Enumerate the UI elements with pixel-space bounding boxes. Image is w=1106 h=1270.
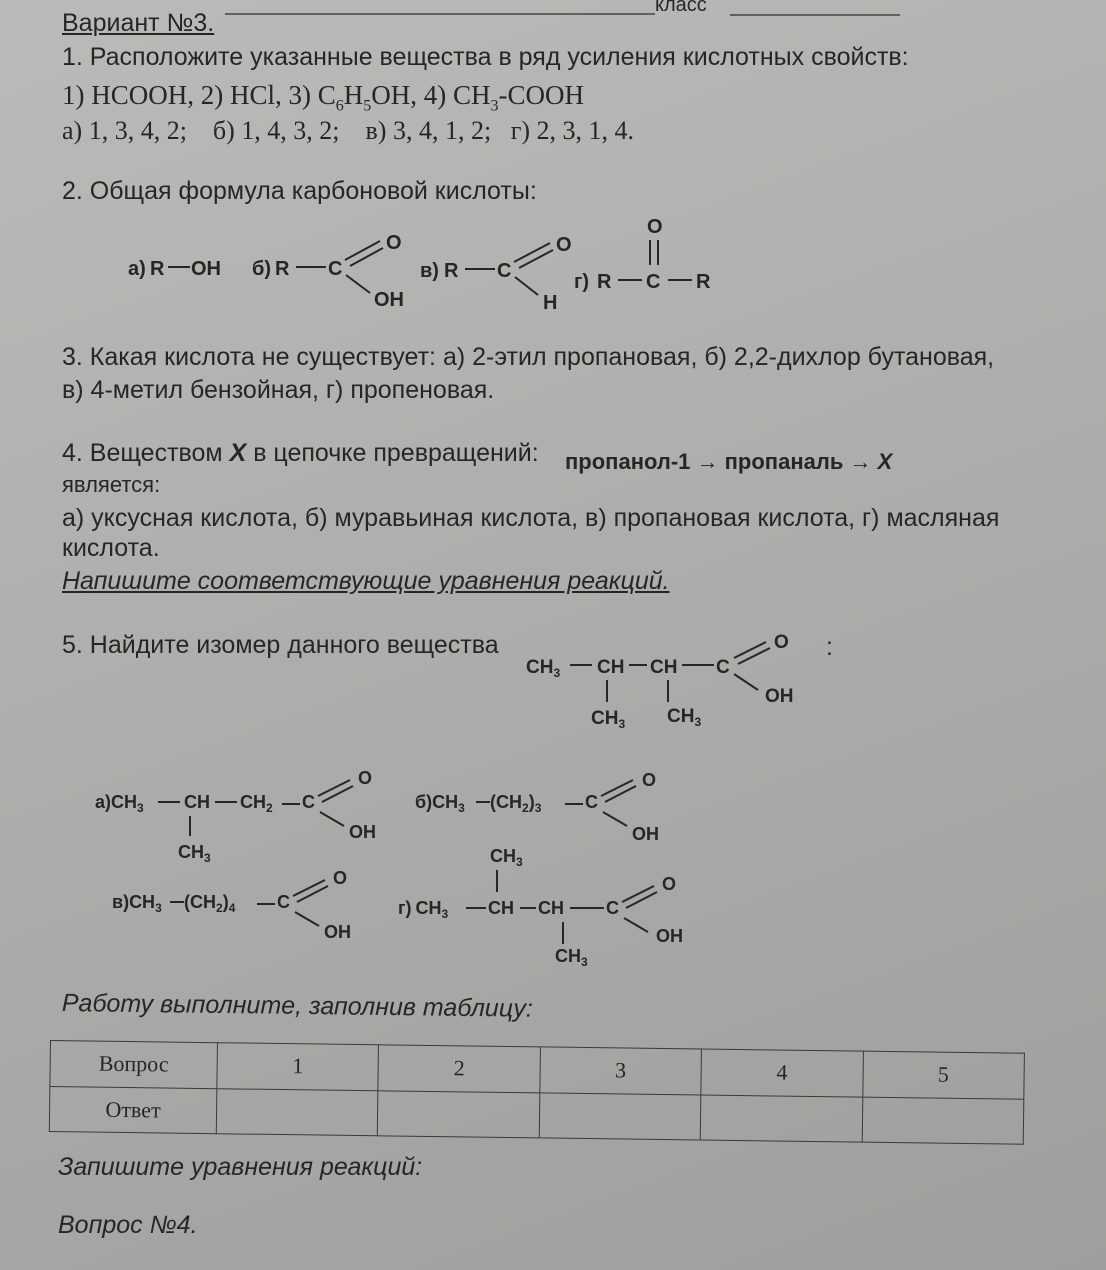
svg-text:CH: CH: [184, 792, 210, 812]
formula-b-oh: OH: [374, 289, 404, 311]
svg-text:CH3: $CH_3$: [555, 946, 588, 969]
svg-text:OH: OH: [349, 822, 376, 842]
q2-formulas: [0, 205, 760, 320]
q5-text: 5. Найдите изомер данного вещества: [62, 631, 499, 659]
svg-text:OH: OH: [324, 922, 351, 942]
answer-table: [49, 1040, 1025, 1145]
svg-text:O: O: [774, 632, 789, 653]
formula-g-r2: R: [696, 271, 711, 293]
q5-given-structure: [510, 620, 820, 735]
formula-a-label: а): [128, 258, 146, 280]
q5-options: [0, 760, 760, 975]
q4-text: 4. Веществом X в цепочке превращений:: [62, 439, 539, 467]
answer-cell-3[interactable]: [539, 1092, 701, 1140]
svg-text:CH: CH: [488, 898, 514, 918]
q4-instruction: Напишите соответствующие уравнения реакций.: [62, 567, 670, 595]
q1-substances: 1) HCOOH, 2) HCl, 3) $C_6H_5OH$, 4) $CH_3$-COOH: [62, 80, 584, 115]
table-header-cell: 4: [701, 1049, 863, 1097]
variant-title: Вариант №3.: [62, 9, 215, 37]
answer-cell-2[interactable]: [378, 1090, 540, 1138]
svg-text:C: C: [302, 792, 315, 812]
svg-text:C: C: [716, 657, 730, 678]
question-4-heading: Вопрос №4.: [58, 1211, 198, 1239]
svg-text:C: C: [277, 892, 290, 912]
task-instruction: Работу выполните, заполнив таблицу:: [61, 989, 534, 1023]
table-header-cell: 1: [217, 1043, 379, 1091]
svg-text:CH2: $CH_2$: [240, 792, 273, 815]
formula-b-label: б): [252, 258, 272, 280]
svg-text:CH3: $CH_3$: [178, 842, 211, 865]
q5-colon: :: [826, 633, 833, 661]
formula-g-o: O: [647, 216, 663, 238]
svg-text:O: O: [358, 768, 373, 788]
formula-v-label: в): [420, 260, 439, 282]
formula-v-o: O: [556, 234, 572, 256]
svg-text:CH3: $CH_3$: [591, 708, 626, 731]
q4-options-line2: кислота.: [62, 534, 160, 562]
svg-text:OH: OH: [765, 686, 794, 707]
q3-line2: в) 4-метил бензойная, г) пропеновая.: [62, 376, 495, 404]
svg-text:C: C: [606, 898, 619, 918]
q4-chain: пропанол-1 → пропаналь → X: [565, 449, 893, 474]
formula-g-c: C: [646, 271, 661, 293]
class-label: класс: [655, 0, 707, 16]
q1-text: 1. Расположите указанные вещества в ряд усиления кислотных свойств:: [62, 43, 909, 71]
formula-b-r: R: [275, 258, 290, 280]
svg-text:CH3: $CH_3$: [667, 706, 702, 729]
formula-v-c: C: [497, 260, 512, 282]
q4-line2: является:: [62, 472, 161, 497]
option-b: $б)CH_3$: [415, 792, 465, 815]
svg-text:(CH2)3: $(CH_2)_3$: [490, 792, 542, 815]
svg-text:(CH2)4: $(CH_2)_4$: [184, 892, 236, 915]
formula-g-r1: R: [597, 271, 612, 293]
table-header-cell: 3: [540, 1047, 702, 1095]
formula-v-h: H: [543, 292, 558, 314]
option-g: г) $CH_3$: [398, 898, 449, 921]
formula-g-label: г): [574, 271, 589, 293]
table-header-cell: 5: [862, 1051, 1024, 1099]
svg-text:CH: CH: [597, 657, 625, 678]
table-header-cell: Вопрос: [50, 1041, 218, 1089]
formula-b-c: C: [328, 258, 343, 280]
option-v: $в)CH_3$: [112, 892, 162, 915]
formula-v-r: R: [444, 260, 459, 282]
svg-text:C: C: [585, 792, 598, 812]
q2-text: 2. Общая формула карбоновой кислоты:: [62, 177, 537, 205]
q1-options: а) 1, 3, 4, 2; б) 1, 4, 3, 2; в) 3, 4, 1, 2; г) 2, 3, 1, 4.: [62, 116, 635, 145]
svg-text:CH: CH: [538, 898, 564, 918]
answer-cell-4[interactable]: [700, 1095, 862, 1143]
q3-line1: 3. Какая кислота не существует: а) 2-этил пропановая, б) 2,2-дихлор бутановая,: [62, 343, 995, 371]
svg-text:O: O: [642, 770, 657, 790]
table-header-cell: 2: [378, 1045, 540, 1093]
svg-text:CH3: $CH_3$: [490, 846, 523, 869]
answer-cell-1[interactable]: [216, 1088, 378, 1136]
formula-b-o: O: [386, 232, 402, 254]
svg-text:OH: OH: [632, 824, 659, 844]
svg-text:CH3: $CH_3$: [526, 657, 561, 680]
svg-text:CH: CH: [650, 657, 678, 678]
table-answer-label: Ответ: [49, 1086, 217, 1134]
formula-a-r: R: [150, 258, 165, 280]
formula-a-oh: OH: [191, 258, 221, 280]
q4-options-line1: а) уксусная кислота, б) муравьиная кислота, в) пропановая кислота, г) масляная: [62, 504, 1000, 532]
svg-text:O: O: [333, 868, 348, 888]
option-a: $а)CH_3$: [95, 792, 144, 815]
answer-cell-5[interactable]: [862, 1097, 1024, 1145]
equations-heading: Запишите уравнения реакций:: [58, 1153, 423, 1181]
svg-text:OH: OH: [656, 926, 683, 946]
svg-text:O: O: [662, 874, 677, 894]
